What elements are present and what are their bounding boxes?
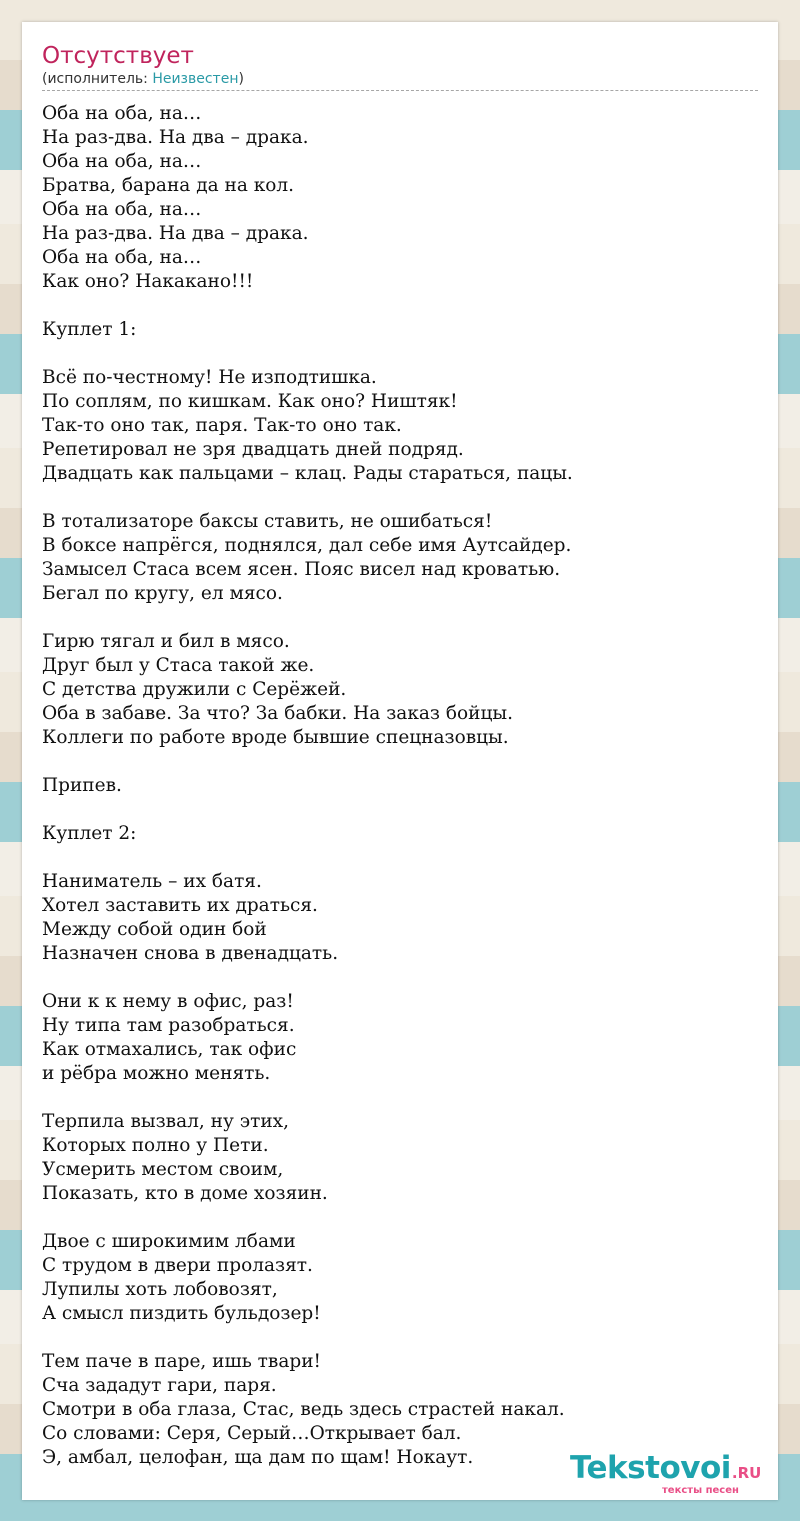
lyric-line: Наниматель – их батя.: [42, 871, 262, 892]
lyric-line: Замысел Стаса всем ясен. Пояс висел над кроватью.: [42, 559, 561, 580]
lyric-blank-line: [42, 966, 758, 990]
lyric-blank-line: [42, 606, 758, 630]
lyric-line: Как оно? Накакано!!!: [42, 271, 254, 292]
lyric-line: Оба в забаве. За что? За бабки. На заказ бойцы.: [42, 703, 513, 724]
performer-prefix: (исполнитель:: [42, 71, 153, 87]
lyrics-text: [42, 102, 758, 1470]
lyric-line: Оба на оба, на…: [42, 199, 202, 220]
lyric-line: Друг был у Стаса такой же.: [42, 655, 315, 676]
lyric-line: Они к к нему в офис, раз!: [42, 991, 294, 1012]
lyric-line: Всё по-честному! Не изподтишка.: [42, 367, 377, 388]
performer-line: [42, 70, 244, 88]
lyric-line: На раз-два. На два – драка.: [42, 127, 309, 148]
lyric-line: Сча зададут гари, паря.: [42, 1375, 277, 1396]
performer-suffix: ): [238, 71, 244, 87]
lyric-line: Тем паче в паре, ишь твари!: [42, 1351, 321, 1372]
lyric-line: Смотри в оба глаза, Стас, ведь здесь страстей накал.: [42, 1399, 565, 1420]
bottom-stripe: [0, 1512, 800, 1521]
lyric-line: Со словами: Серя, Серый…Открывает бал.: [42, 1423, 462, 1444]
logo-tagline: тексты песен: [662, 1485, 739, 1496]
logo-tld: .RU: [731, 1464, 762, 1482]
lyric-line: Лупилы хоть лобовозят,: [42, 1279, 278, 1300]
lyric-line: Э, амбал, целофан, ща дам по щам! Нокаут.: [42, 1447, 474, 1468]
lyric-blank-line: [42, 486, 758, 510]
lyric-line: Усмерить местом своим,: [42, 1159, 284, 1180]
lyric-blank-line: [42, 1086, 758, 1110]
lyric-line: Оба на оба, на…: [42, 151, 202, 172]
lyric-blank-line: [42, 294, 758, 318]
lyric-blank-line: [42, 1326, 758, 1350]
lyrics-card: [22, 22, 778, 1500]
lyric-line: По соплям, по кишкам. Как оно? Ништяк!: [42, 391, 458, 412]
lyric-line: Терпила вызвал, ну этих,: [42, 1111, 289, 1132]
lyric-line: Ну типа там разобраться.: [42, 1015, 295, 1036]
lyric-line: С трудом в двери пролазят.: [42, 1255, 313, 1276]
lyric-line: Двое с широкимим лбами: [42, 1231, 296, 1252]
site-logo[interactable]: [570, 1450, 770, 1498]
lyric-blank-line: [42, 750, 758, 774]
lyric-line: Хотел заставить их драться.: [42, 895, 318, 916]
lyric-line: Гирю тягал и бил в мясо.: [42, 631, 290, 652]
performer-link[interactable]: Неизвестен: [152, 71, 239, 87]
logo-name: Tekstovoi: [570, 1450, 731, 1486]
lyric-blank-line: [42, 1206, 758, 1230]
lyric-blank-line: [42, 342, 758, 366]
lyric-line: На раз-два. На два – драка.: [42, 223, 309, 244]
title-divider: [42, 90, 758, 91]
song-title: Отсутствует: [42, 43, 194, 69]
lyric-line: Оба на оба, на…: [42, 247, 202, 268]
lyric-line: Как отмахались, так офис: [42, 1039, 297, 1060]
lyric-line: Братва, барана да на кол.: [42, 175, 295, 196]
lyric-line: Оба на оба, на…: [42, 103, 202, 124]
lyric-line: Назначен снова в двенадцать.: [42, 943, 339, 964]
lyric-line: Двадцать как пальцами – клац. Рады стараться, пацы.: [42, 463, 573, 484]
lyric-blank-line: [42, 846, 758, 870]
lyric-line: Коллеги по работе вроде бывшие спецназовцы.: [42, 727, 509, 748]
lyric-blank-line: [42, 798, 758, 822]
lyric-line: Репетировал не зря двадцать дней подряд.: [42, 439, 464, 460]
lyric-line: Показать, кто в доме хозяин.: [42, 1183, 328, 1204]
lyric-line: Бегал по кругу, ел мясо.: [42, 583, 283, 604]
lyric-line: Припев.: [42, 775, 122, 796]
lyric-line: А смысл пиздить бульдозер!: [42, 1303, 321, 1324]
lyric-line: В тотализаторе баксы ставить, не ошибаться!: [42, 511, 493, 532]
lyric-line: и рёбра можно менять.: [42, 1063, 271, 1084]
lyric-line: В боксе напрёгся, поднялся, дал себе имя Аутсайдер.: [42, 535, 572, 556]
lyric-line: Которых полно у Пети.: [42, 1135, 269, 1156]
lyric-line: Так-то оно так, паря. Так-то оно так.: [42, 415, 402, 436]
lyric-line: С детства дружили с Серёжей.: [42, 679, 347, 700]
lyric-line: Куплет 2:: [42, 823, 137, 844]
lyric-line: Куплет 1:: [42, 319, 137, 340]
lyric-line: Между собой один бой: [42, 919, 267, 940]
